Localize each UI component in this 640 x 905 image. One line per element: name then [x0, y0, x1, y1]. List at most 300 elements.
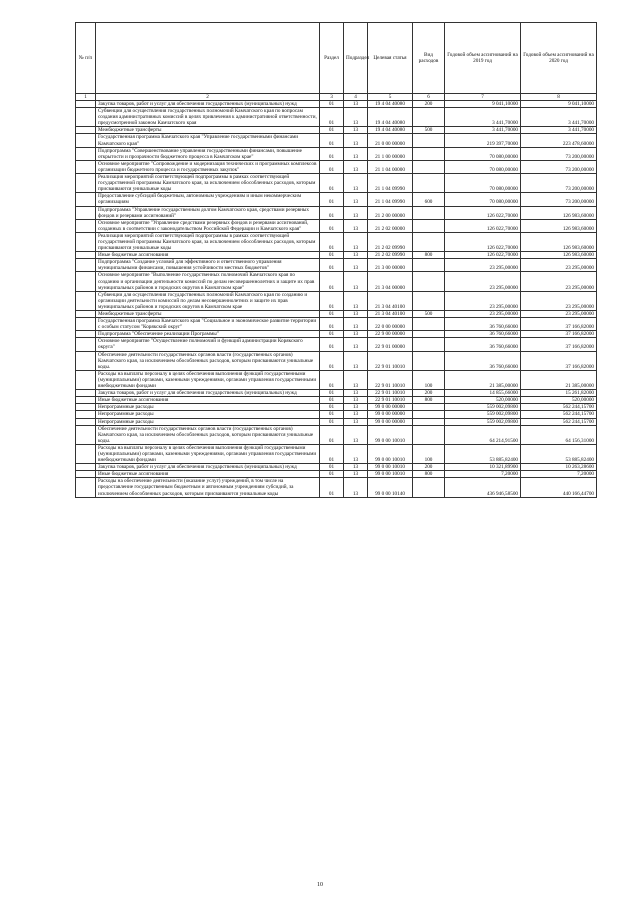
row-amount-2020: 37 166,82000 — [521, 331, 597, 338]
row-num — [76, 464, 96, 471]
header-2020: Годовой объем ассигнований на 2020 год — [521, 23, 597, 94]
row-name: Расходы на обеспечение деятельности (оказание услуг) учреждений, в том числе на предоставление государственным бюджетным и автономным учреждениям субсидий, за исключением обособленных расходов, которым присваиваются уникальные коды — [96, 478, 320, 497]
table-row — [76, 471, 597, 478]
row-num — [76, 444, 96, 463]
row-expense-type — [413, 147, 445, 160]
row-num — [76, 291, 96, 310]
budget-table — [75, 22, 597, 498]
row-section: 01 — [320, 134, 344, 147]
row-num — [76, 160, 96, 173]
row-amount-2019: 36 760,66000 — [445, 351, 521, 370]
row-subsection: 13 — [344, 411, 368, 418]
row-amount-2019: 520,00000 — [445, 397, 521, 404]
row-num — [76, 411, 96, 418]
row-expense-type: 600 — [413, 193, 445, 206]
column-number: 8 — [521, 94, 597, 101]
row-subsection: 13 — [344, 311, 368, 318]
table-row — [76, 272, 597, 291]
row-name: Государственная программа Камчатского края "Управление государственными финансами Камчатского края" — [96, 134, 320, 147]
row-name: Иные бюджетные ассигнования — [96, 252, 320, 259]
row-num — [76, 425, 96, 444]
row-subsection: 13 — [344, 272, 368, 291]
row-amount-2020: 23 295,00000 — [521, 272, 597, 291]
row-expense-type — [413, 338, 445, 351]
row-amount-2020: 9 041,10000 — [521, 101, 597, 108]
row-section: 01 — [320, 259, 344, 272]
row-num — [76, 478, 96, 497]
row-num — [76, 193, 96, 206]
row-expense-type — [413, 351, 445, 370]
row-name: Межбюджетные трансферты — [96, 311, 320, 318]
row-num — [76, 311, 96, 318]
row-amount-2020: 23 295,00000 — [521, 259, 597, 272]
row-amount-2020: 7,20000 — [521, 471, 597, 478]
row-section: 01 — [320, 101, 344, 108]
table-row — [76, 425, 597, 444]
row-section: 01 — [320, 338, 344, 351]
row-section: 01 — [320, 108, 344, 127]
row-target: 21 2 02 09990 — [368, 232, 413, 251]
row-amount-2020: 562 244,15700 — [521, 411, 597, 418]
row-section: 01 — [320, 174, 344, 193]
row-target: 99 0 00 10010 — [368, 444, 413, 463]
row-target: 21 2 02 00000 — [368, 219, 413, 232]
table-row — [76, 134, 597, 147]
row-amount-2019: 36 760,66000 — [445, 318, 521, 331]
row-amount-2019: 126 022,70000 — [445, 252, 521, 259]
row-target: 99 0 00 10140 — [368, 478, 413, 497]
row-subsection: 13 — [344, 331, 368, 338]
table-row — [76, 418, 597, 425]
row-expense-type: 500 — [413, 127, 445, 134]
row-target: 22 0 00 00000 — [368, 318, 413, 331]
row-amount-2020: 23 295,00000 — [521, 311, 597, 318]
row-section: 01 — [320, 252, 344, 259]
table-row — [76, 351, 597, 370]
column-number: 1 — [76, 94, 96, 101]
row-amount-2020: 73 200,00000 — [521, 174, 597, 193]
header-name — [96, 23, 320, 94]
row-target: 19 4 04 40080 — [368, 101, 413, 108]
row-amount-2019: 559 002,09800 — [445, 404, 521, 411]
row-target: 99 0 00 10010 — [368, 471, 413, 478]
row-target: 22 9 01 10010 — [368, 397, 413, 404]
row-amount-2019: 23 295,00000 — [445, 272, 521, 291]
row-section: 01 — [320, 478, 344, 497]
row-amount-2019: 436 946,58500 — [445, 478, 521, 497]
row-expense-type — [413, 219, 445, 232]
row-subsection: 13 — [344, 108, 368, 127]
row-subsection: 13 — [344, 478, 368, 497]
row-expense-type: 100 — [413, 444, 445, 463]
table-row — [76, 160, 597, 173]
row-amount-2020: 37 166,82000 — [521, 318, 597, 331]
row-amount-2020: 73 200,00000 — [521, 147, 597, 160]
row-amount-2020: 520,00000 — [521, 397, 597, 404]
row-name: Подпрограмма "Управление государственным долгом Камчатского края, средствами резервных фондов и резервами ассигнований" — [96, 206, 320, 219]
table-row — [76, 338, 597, 351]
row-num — [76, 252, 96, 259]
table-row — [76, 252, 597, 259]
row-target: 19 4 04 40080 — [368, 127, 413, 134]
row-subsection: 13 — [344, 425, 368, 444]
row-name: Реализация мероприятий соответствующей подпрограммы в рамках соответствующей государственной программы Камчатского края, за исключением обособленных расходов, которым присваиваются уникальные коды — [96, 174, 320, 193]
row-amount-2020: 37 166,82000 — [521, 338, 597, 351]
header-target: Целевая статья — [368, 23, 413, 94]
row-subsection: 13 — [344, 101, 368, 108]
row-num — [76, 351, 96, 370]
row-name: Закупка товаров, работ и услуг для обеспечения государственных (муниципальных) нужд — [96, 390, 320, 397]
row-amount-2019: 126 022,70000 — [445, 232, 521, 251]
row-num — [76, 397, 96, 404]
row-section: 01 — [320, 160, 344, 173]
row-amount-2019: 559 002,09800 — [445, 411, 521, 418]
row-subsection: 13 — [344, 444, 368, 463]
table-row — [76, 478, 597, 497]
row-num — [76, 331, 96, 338]
row-name: Подпрограмма "Совершенствование управления государственными финансами, повышение открытости и прозрачности бюджетного процесса в Камчатском крае" — [96, 147, 320, 160]
table-row — [76, 291, 597, 310]
row-target: 22 9 01 00000 — [368, 338, 413, 351]
row-amount-2019: 126 022,70000 — [445, 219, 521, 232]
column-number: 5 — [368, 94, 413, 101]
row-num — [76, 471, 96, 478]
row-num — [76, 404, 96, 411]
row-expense-type — [413, 232, 445, 251]
row-target: 21 2 02 09990 — [368, 252, 413, 259]
row-num — [76, 390, 96, 397]
row-amount-2019: 70 080,00000 — [445, 174, 521, 193]
row-section: 01 — [320, 418, 344, 425]
header-expense-type: Вид расходов — [413, 23, 445, 94]
row-num — [76, 101, 96, 108]
row-amount-2019: 36 760,66000 — [445, 338, 521, 351]
row-subsection: 13 — [344, 338, 368, 351]
row-expense-type — [413, 418, 445, 425]
row-section: 01 — [320, 206, 344, 219]
row-num — [76, 174, 96, 193]
row-target: 99 0 00 00000 — [368, 411, 413, 418]
row-expense-type — [413, 108, 445, 127]
row-subsection: 13 — [344, 232, 368, 251]
table-row — [76, 318, 597, 331]
row-section: 01 — [320, 471, 344, 478]
row-subsection: 13 — [344, 252, 368, 259]
table-row — [76, 206, 597, 219]
row-target: 21 2 00 00000 — [368, 206, 413, 219]
row-expense-type: 500 — [413, 311, 445, 318]
row-expense-type: 100 — [413, 370, 445, 389]
row-name: Закупка товаров, работ и услуг для обеспечения государственных (муниципальных) нужд — [96, 464, 320, 471]
row-amount-2019: 53 885,82400 — [445, 444, 521, 463]
row-name: Основное мероприятие "Осуществление полномочий и функций администрации Корякского округа" — [96, 338, 320, 351]
row-name: Иные бюджетные ассигнования — [96, 471, 320, 478]
row-target: 21 1 00 00000 — [368, 147, 413, 160]
row-subsection: 13 — [344, 193, 368, 206]
table-row — [76, 147, 597, 160]
row-amount-2020: 126 983,60000 — [521, 219, 597, 232]
row-section: 01 — [320, 404, 344, 411]
row-expense-type: 200 — [413, 464, 445, 471]
row-amount-2019: 3 441,70000 — [445, 108, 521, 127]
row-subsection: 13 — [344, 291, 368, 310]
row-subsection: 13 — [344, 464, 368, 471]
row-target: 22 9 01 10010 — [368, 390, 413, 397]
row-amount-2020: 562 244,15700 — [521, 404, 597, 411]
row-name: Предоставление субсидий бюджетным, автономным учреждениям и иным некоммерческим организациям — [96, 193, 320, 206]
page-number: 10 — [317, 882, 323, 888]
row-subsection: 13 — [344, 174, 368, 193]
table-row — [76, 411, 597, 418]
row-amount-2020: 440 166,44700 — [521, 478, 597, 497]
row-subsection: 13 — [344, 370, 368, 389]
row-name: Подпрограмма "Создание условий для эффективного и ответственного управления муниципальными финансами, повышения устойчивости местных бюджетов" — [96, 259, 320, 272]
row-amount-2020: 562 244,15700 — [521, 418, 597, 425]
row-amount-2019: 7,20000 — [445, 471, 521, 478]
table-row — [76, 174, 597, 193]
row-subsection: 13 — [344, 404, 368, 411]
row-name: Государственная программа Камчатского края "Социальное и экономическое развитие территории с особым статусом "Корякский округ" — [96, 318, 320, 331]
row-num — [76, 370, 96, 389]
column-number: 2 — [96, 94, 320, 101]
row-amount-2020: 3 441,70000 — [521, 108, 597, 127]
row-amount-2020: 64 156,31000 — [521, 425, 597, 444]
row-target: 22 9 00 00000 — [368, 331, 413, 338]
row-amount-2020: 10 263,28600 — [521, 464, 597, 471]
row-num — [76, 206, 96, 219]
row-amount-2020: 126 983,60000 — [521, 232, 597, 251]
row-target: 21 1 04 09990 — [368, 174, 413, 193]
row-expense-type — [413, 174, 445, 193]
row-name: Обеспечение деятельности государственных органов власти (государственных органов) Камчатского края, за исключением обособленных расходов, которым присваиваются уникальные коды. — [96, 425, 320, 444]
row-amount-2019: 23 295,00000 — [445, 291, 521, 310]
row-subsection: 13 — [344, 351, 368, 370]
row-expense-type — [413, 404, 445, 411]
table-row — [76, 464, 597, 471]
header-subsection: Подраздел — [344, 23, 368, 94]
row-expense-type — [413, 318, 445, 331]
row-expense-type — [413, 478, 445, 497]
row-section: 01 — [320, 397, 344, 404]
row-name: Подпрограмма "Обеспечение реализации Программы" — [96, 331, 320, 338]
row-target: 21 3 04 40100 — [368, 311, 413, 318]
header-section: Раздел — [320, 23, 344, 94]
row-subsection: 13 — [344, 397, 368, 404]
row-subsection: 13 — [344, 147, 368, 160]
table-row — [76, 219, 597, 232]
row-amount-2019: 64 214,91500 — [445, 425, 521, 444]
row-amount-2019: 70 080,00000 — [445, 193, 521, 206]
row-num — [76, 272, 96, 291]
row-subsection: 13 — [344, 160, 368, 173]
row-name: Расходы на выплаты персоналу в целях обеспечения выполнения функций государственными (муниципальными) органами, казенными учреждениями, органами управления государственными внебюджетными фондами — [96, 370, 320, 389]
row-target: 21 3 00 00000 — [368, 259, 413, 272]
row-amount-2019: 36 760,66000 — [445, 331, 521, 338]
column-number: 7 — [445, 94, 521, 101]
row-num — [76, 219, 96, 232]
row-subsection: 13 — [344, 318, 368, 331]
header-2019: Годовой объем ассигнований на 2019 год — [445, 23, 521, 94]
column-number: 4 — [344, 94, 368, 101]
row-section: 01 — [320, 318, 344, 331]
row-amount-2020: 73 200,00000 — [521, 193, 597, 206]
row-amount-2020: 223 478,60000 — [521, 134, 597, 147]
column-number-row — [76, 94, 597, 101]
row-subsection: 13 — [344, 134, 368, 147]
row-target: 21 0 00 00000 — [368, 134, 413, 147]
row-num — [76, 232, 96, 251]
row-expense-type — [413, 259, 445, 272]
row-section: 01 — [320, 411, 344, 418]
row-name: Межбюджетные трансферты — [96, 127, 320, 134]
row-amount-2020: 23 295,00000 — [521, 291, 597, 310]
row-amount-2019: 219 397,70000 — [445, 134, 521, 147]
row-expense-type — [413, 411, 445, 418]
row-amount-2020: 126 983,60000 — [521, 252, 597, 259]
row-name: Непрограммные расходы — [96, 404, 320, 411]
row-section: 01 — [320, 370, 344, 389]
row-subsection: 13 — [344, 471, 368, 478]
row-amount-2020: 3 441,70000 — [521, 127, 597, 134]
table-row — [76, 232, 597, 251]
row-section: 01 — [320, 444, 344, 463]
table-row — [76, 259, 597, 272]
row-section: 01 — [320, 351, 344, 370]
row-name: Закупка товаров, работ и услуг для обеспечения государственных (муниципальных) нужд — [96, 101, 320, 108]
row-amount-2019: 70 080,00000 — [445, 147, 521, 160]
table-row — [76, 311, 597, 318]
row-expense-type: 800 — [413, 397, 445, 404]
row-amount-2019: 23 295,00000 — [445, 259, 521, 272]
row-expense-type: 800 — [413, 252, 445, 259]
row-section: 01 — [320, 390, 344, 397]
table-row — [76, 108, 597, 127]
row-expense-type — [413, 134, 445, 147]
row-section: 01 — [320, 147, 344, 160]
row-name: Основное мероприятие "Управление средствами резервных фондов и резервами ассигнований, созданных в соответствии с законодательством Российской Федерации и Камчатского края" — [96, 219, 320, 232]
row-num — [76, 147, 96, 160]
budget-sheet — [75, 22, 596, 498]
row-target: 21 1 04 00000 — [368, 160, 413, 173]
table-row — [76, 101, 597, 108]
row-name: Обеспечение деятельности государственных органов власти (государственных органов) Камчатского края, за исключением обособленных расходов, которым присваиваются уникальные коды. — [96, 351, 320, 370]
row-num — [76, 127, 96, 134]
table-row — [76, 370, 597, 389]
row-name: Непрограммные расходы — [96, 418, 320, 425]
row-num — [76, 108, 96, 127]
row-amount-2019: 70 080,00000 — [445, 160, 521, 173]
row-name: Расходы на выплаты персоналу в целях обеспечения выполнения функций государственными (муниципальными) органами, казенными учреждениями, органами управления государственными внебюджетными фондами — [96, 444, 320, 463]
row-name: Реализация мероприятий соответствующей подпрограммы в рамках соответствующей государственной программы Камчатского края, за исключением обособленных расходов, которым присваиваются уникальные коды — [96, 232, 320, 251]
row-section: 01 — [320, 127, 344, 134]
row-name: Субвенции для осуществления государственных полномочий Камчатского края по созданию и организации деятельности комиссий по делам несовершеннолетних и защите их прав муниципальных районов и городских округов в Камчатском крае — [96, 291, 320, 310]
row-name: Иные бюджетные ассигнования — [96, 397, 320, 404]
row-amount-2019: 3 441,70000 — [445, 127, 521, 134]
table-row — [76, 390, 597, 397]
row-amount-2020: 15 261,82000 — [521, 390, 597, 397]
row-section: 01 — [320, 425, 344, 444]
row-amount-2019: 9 041,10000 — [445, 101, 521, 108]
row-amount-2020: 53 885,82400 — [521, 444, 597, 463]
row-target: 99 0 00 00000 — [368, 418, 413, 425]
row-num — [76, 318, 96, 331]
row-target: 99 0 00 00000 — [368, 404, 413, 411]
row-num — [76, 134, 96, 147]
column-number: 6 — [413, 94, 445, 101]
row-expense-type: 800 — [413, 471, 445, 478]
row-amount-2020: 37 166,82000 — [521, 351, 597, 370]
row-name: Субвенции для осуществления государственных полномочий Камчатского края по вопросам создания административных комиссий в целях привлечения к административной ответственности, предусмотренной законом Камчатского края — [96, 108, 320, 127]
row-name: Основное мероприятие "Выполнение государственных полномочий Камчатского края по созданию и организации деятельности комиссий по делам несовершеннолетних и защите их прав муниципальных районов и городских округов в Камчатском крае" — [96, 272, 320, 291]
row-amount-2020: 73 200,00000 — [521, 160, 597, 173]
row-expense-type — [413, 272, 445, 291]
row-target: 99 0 00 10010 — [368, 425, 413, 444]
table-row — [76, 331, 597, 338]
row-section: 01 — [320, 219, 344, 232]
row-section: 01 — [320, 331, 344, 338]
row-section: 01 — [320, 193, 344, 206]
row-name: Непрограммные расходы — [96, 411, 320, 418]
row-amount-2020: 21 385,00000 — [521, 370, 597, 389]
row-amount-2019: 14 855,66000 — [445, 390, 521, 397]
row-expense-type — [413, 425, 445, 444]
row-subsection: 13 — [344, 206, 368, 219]
table-row — [76, 397, 597, 404]
row-target: 22 9 01 10010 — [368, 351, 413, 370]
row-amount-2019: 21 385,00000 — [445, 370, 521, 389]
row-expense-type — [413, 331, 445, 338]
row-name: Основное мероприятие "Сопровождение и модернизация технических и программных комплексов организации бюджетного процесса и государственных закупок" — [96, 160, 320, 173]
row-num — [76, 259, 96, 272]
table-row — [76, 444, 597, 463]
column-number: 3 — [320, 94, 344, 101]
row-target: 99 0 00 10010 — [368, 464, 413, 471]
row-num — [76, 338, 96, 351]
table-row — [76, 404, 597, 411]
row-amount-2019: 23 295,00000 — [445, 311, 521, 318]
row-amount-2019: 126 022,70000 — [445, 206, 521, 219]
row-section: 01 — [320, 464, 344, 471]
row-section: 01 — [320, 291, 344, 310]
row-target: 19 4 04 40080 — [368, 108, 413, 127]
row-subsection: 13 — [344, 259, 368, 272]
table-row — [76, 193, 597, 206]
row-subsection: 13 — [344, 127, 368, 134]
row-section: 01 — [320, 311, 344, 318]
row-num — [76, 418, 96, 425]
row-expense-type — [413, 291, 445, 310]
table-body — [76, 94, 597, 498]
row-expense-type: 200 — [413, 101, 445, 108]
row-subsection: 13 — [344, 390, 368, 397]
row-expense-type: 200 — [413, 390, 445, 397]
row-section: 01 — [320, 272, 344, 291]
row-expense-type — [413, 206, 445, 219]
row-target: 21 3 04 40100 — [368, 291, 413, 310]
row-amount-2019: 559 002,09800 — [445, 418, 521, 425]
table-row — [76, 127, 597, 134]
row-amount-2020: 126 983,60000 — [521, 206, 597, 219]
row-amount-2019: 10 321,89900 — [445, 464, 521, 471]
row-section: 01 — [320, 232, 344, 251]
row-target: 22 9 01 10010 — [368, 370, 413, 389]
row-expense-type — [413, 160, 445, 173]
header-num: № п/п — [76, 23, 96, 94]
row-target: 21 1 04 09990 — [368, 193, 413, 206]
row-subsection: 13 — [344, 418, 368, 425]
row-target: 21 3 04 00000 — [368, 272, 413, 291]
row-subsection: 13 — [344, 219, 368, 232]
